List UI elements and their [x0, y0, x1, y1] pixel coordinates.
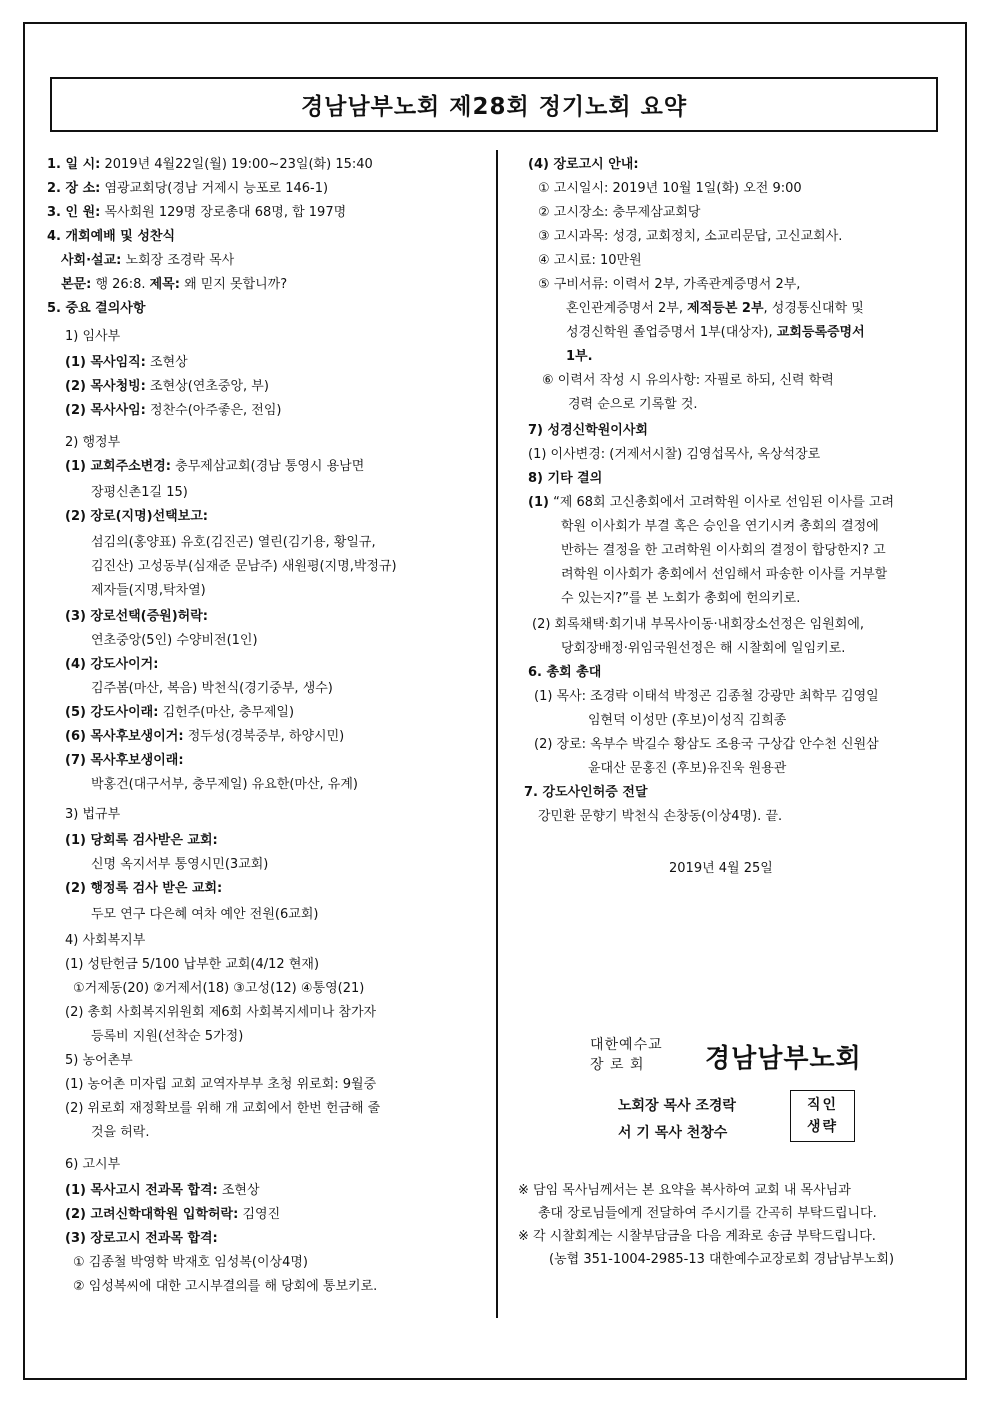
line-text: 6) 고시부 — [65, 1157, 121, 1172]
right-line — [566, 300, 864, 318]
right-line — [566, 324, 865, 342]
column-divider — [496, 150, 498, 1318]
line-label: (3) 장로고시 전과목 합격: — [65, 1231, 218, 1246]
line-text: 5) 농어촌부 — [65, 1053, 133, 1068]
line-text: 경력 순으로 기록할 것. — [568, 397, 698, 412]
line-text: 박홍건(대구서부, 충무제일) 유요한(마산, 유계) — [91, 777, 358, 792]
line-text: ⑥ 이력서 작성 시 유의사항: 자필로 하되, 신력 학력 — [542, 373, 834, 388]
line-text: 등록비 지원(선착순 5가정) — [91, 1029, 244, 1044]
line-label: (1) — [528, 495, 549, 510]
line-text: 두모 연구 다은혜 여차 예안 전원(6교회) — [91, 907, 319, 922]
line-label: (1) 교회주소변경: — [65, 459, 172, 474]
line-text: 김진산) 고성동부(심재준 문남주) 새원평(지명,박정규) — [91, 559, 397, 574]
line-label: (1) 목사고시 전과목 합격: — [65, 1183, 218, 1198]
line-text: ① 고시일시: 2019년 10월 1일(화) 오전 9:00 — [538, 181, 802, 196]
left-line — [65, 956, 319, 974]
left-line — [65, 752, 184, 770]
left-line — [91, 906, 318, 924]
org-name: 경남남부노회 — [705, 1044, 862, 1074]
line-label: (3) 장로선택(증원)허락: — [65, 609, 208, 624]
line-label: (1) 목사임직: — [65, 355, 146, 370]
line-text: 장평신촌1길 15) — [91, 485, 188, 500]
left-line — [47, 300, 145, 318]
right-line — [532, 616, 864, 634]
line-text: 김헌주(마산, 충무제일) — [158, 705, 295, 720]
line-label: (2) 목사사임: — [65, 403, 146, 418]
org-line-1: 대한예수교 — [590, 1037, 663, 1053]
line-text: ④ 고시료: 10만원 — [538, 253, 642, 268]
line-text: 윤대산 문홍진 (후보)유진욱 원용관 — [588, 761, 787, 776]
left-line — [65, 608, 208, 626]
right-line — [588, 712, 786, 730]
issue-date: 2019년 4월 25일 — [669, 861, 773, 876]
left-line — [65, 728, 344, 746]
line-label: (2) 목사청빙: — [65, 379, 146, 394]
left-line — [65, 458, 364, 476]
line-label: 2. 장 소: — [47, 181, 101, 196]
right-line — [538, 276, 800, 294]
line-text: ③ 고시과목: 성경, 교회정치, 소교리문답, 고신교회사. — [538, 229, 843, 244]
required-doc-bold-2: 교회등록증명서 — [776, 325, 865, 340]
line-text: 반하는 결정을 한 고려학원 이사회의 결정이 합당한지? 고 — [561, 543, 886, 558]
left-line — [73, 1254, 308, 1272]
right-line — [528, 664, 601, 682]
left-line — [65, 1206, 280, 1224]
line-text: 섬김의(홍양표) 유호(김진곤) 열린(김기용, 황일규, — [91, 535, 376, 550]
sermon-title: 왜 믿지 못합니까? — [179, 277, 288, 292]
right-line — [528, 494, 894, 512]
left-line — [91, 1124, 150, 1142]
line-text: (1) 농어촌 미자립 교회 교역자부부 초청 위로회: 9월중 — [65, 1077, 377, 1092]
left-line — [65, 806, 120, 824]
left-line — [65, 1100, 380, 1118]
left-line — [65, 378, 269, 396]
left-line — [65, 402, 281, 420]
line-text: 강민환 문향기 박천식 손창동(이상4명). 끝. — [538, 809, 783, 824]
right-line — [538, 180, 802, 198]
line-text: 충무제삼교회(경남 통영시 용남면 — [171, 459, 365, 474]
required-doc-bold-1: 제적등본 2부 — [687, 301, 764, 316]
seal-line-1: 직인 — [806, 1097, 839, 1113]
right-line — [528, 422, 648, 440]
line-label: 7. 강도사인허증 전달 — [524, 785, 648, 800]
left-line — [65, 328, 120, 346]
left-line — [47, 180, 328, 198]
left-line — [65, 1052, 133, 1070]
line-text: (2) 위로회 재정확보를 위해 개 교회에서 한번 헌금해 줄 — [65, 1101, 381, 1116]
line-text: 2019년 4월22일(월) 19:00~23일(화) 15:40 — [100, 157, 373, 172]
right-line — [561, 640, 845, 658]
right-line — [568, 396, 698, 414]
line-label: (2) 고려신학대학원 입학허락: — [65, 1207, 239, 1222]
note-1: ※ 담임 목사님께서는 본 요약을 복사하여 교회 내 목사님과 — [518, 1183, 851, 1198]
line-text: ① 김종철 박영학 박재호 임성복(이상4명) — [73, 1255, 308, 1270]
left-line — [65, 354, 188, 372]
right-line — [528, 446, 820, 464]
line-text: (1) 목사: 조경락 이태석 박정곤 김종철 강광만 최학무 김영일 — [534, 689, 879, 704]
line-label: 8) 기타 결의 — [528, 471, 603, 486]
line-text: 임현덕 이성만 (후보)이성직 김희종 — [588, 713, 787, 728]
line-label: (2) 장로(지명)선택보고: — [65, 509, 208, 524]
left-line — [65, 832, 218, 850]
right-line — [542, 372, 834, 390]
line-text: 2) 행정부 — [65, 435, 121, 450]
line-text: 목사회원 129명 장로총대 68명, 합 197명 — [100, 205, 347, 220]
left-line — [65, 1182, 260, 1200]
right-line — [534, 736, 879, 754]
left-line — [65, 932, 145, 950]
moderator: 노회장 목사 조경락 — [618, 1098, 736, 1114]
left-line — [65, 508, 208, 526]
clerk: 서 기 목사 천창수 — [618, 1125, 728, 1141]
line-text: 당회장배정·위임국원선정은 해 시찰회에 일임키로. — [561, 641, 846, 656]
left-line — [47, 228, 175, 246]
line-label: (5) 강도사이래: — [65, 705, 159, 720]
line-text: 조현상 — [145, 355, 188, 370]
line-label: (6) 목사후보생이거: — [65, 729, 184, 744]
left-line — [91, 558, 397, 576]
right-line — [528, 156, 639, 174]
right-line — [561, 518, 879, 536]
title-box — [50, 77, 938, 132]
right-line — [561, 590, 800, 608]
line-text: 조현상 — [217, 1183, 260, 1198]
left-line — [91, 856, 268, 874]
line-label: 본문: — [61, 277, 92, 292]
line-text: 수 있는지?”를 본 노회가 총회에 헌의키로. — [561, 591, 801, 606]
left-line — [65, 704, 294, 722]
line-text: 학원 이사회가 부결 혹은 승인을 연기시켜 총회의 결정에 — [561, 519, 879, 534]
seal-line-2: 생략 — [806, 1119, 839, 1135]
right-line — [524, 784, 648, 802]
right-line — [538, 204, 700, 222]
line-text: 제자들(지명,탁차열) — [91, 583, 206, 598]
right-line — [588, 760, 786, 778]
left-line — [65, 1230, 218, 1248]
line-text: 4) 사회복지부 — [65, 933, 146, 948]
left-line — [91, 534, 376, 552]
line-label: 3. 인 원: — [47, 205, 101, 220]
line-text: 려학원 이사회가 총회에서 선임해서 파송한 이사를 거부할 — [561, 567, 888, 582]
right-line — [538, 808, 782, 826]
line-text: (1) 이사변경: (거제서시찰) 김영섭목사, 옥상석장로 — [528, 447, 821, 462]
line-label: 6. 총회 총대 — [528, 665, 602, 680]
line-text: 행 26:8. — [91, 277, 150, 292]
line-text: ①거제동(20) ②거제서(18) ③고성(12) ④통영(21) — [73, 981, 365, 996]
line-text: 성경신학원 졸업증명서 1부(대상자), — [566, 325, 777, 340]
line-label: (4) 강도사이거: — [65, 657, 159, 672]
right-line — [534, 688, 879, 706]
line-text: (2) 총회 사회복지위원회 제6회 사회복지세미나 참가자 — [65, 1005, 377, 1020]
right-line — [561, 542, 886, 560]
left-line — [65, 656, 158, 674]
left-line — [73, 1278, 377, 1296]
line-text: ⑤ 구비서류: 이력서 2부, 가족관계증명서 2부, — [538, 277, 801, 292]
left-line — [65, 1156, 120, 1174]
sermon-title-label: 제목: — [149, 277, 180, 292]
left-line — [47, 156, 373, 174]
line-text: 연초중앙(5인) 수양비전(1인) — [91, 633, 258, 648]
left-line — [65, 880, 222, 898]
line-text: 김주봄(마산, 복음) 박천식(경기중부, 생수) — [91, 681, 333, 696]
left-line — [65, 1004, 376, 1022]
left-line — [65, 1076, 376, 1094]
org-line-2: 장 로 회 — [590, 1057, 645, 1073]
line-text: 정찬수(아주좋은, 전임) — [145, 403, 282, 418]
line-text: ② 임성복씨에 대한 고시부결의를 해 당회에 통보키로. — [73, 1279, 378, 1294]
right-line — [566, 348, 593, 366]
line-text: 신명 옥지서부 통영시민(3교회) — [91, 857, 269, 872]
line-label: (2) 행정록 검사 받은 교회: — [65, 881, 223, 896]
left-line — [91, 680, 333, 698]
line-label: (7) 목사후보생이래: — [65, 753, 184, 768]
line-text: (2) 장로: 옥부수 박길수 황삼도 조용국 구상갑 안수천 신원삼 — [534, 737, 879, 752]
left-line — [91, 484, 188, 502]
right-line — [538, 252, 642, 270]
line-text: 정두성(경북중부, 하양시민) — [183, 729, 345, 744]
line-text: ② 고시장소: 충무제삼교회당 — [538, 205, 701, 220]
line-text: 김영진 — [238, 1207, 281, 1222]
line-label: 4. 개회예배 및 성찬식 — [47, 229, 176, 244]
left-line — [47, 204, 346, 222]
line-label: 1. 일 시: — [47, 157, 101, 172]
line-text: 혼인관계증명서 2부, — [566, 301, 688, 316]
line-text: 조현상(연초중앙, 부) — [145, 379, 269, 394]
required-doc-tail-1: , 성경통신대학 및 — [763, 301, 864, 316]
note-2: 총대 장로님들에게 전달하여 주시기를 간곡히 부탁드립니다. — [538, 1206, 877, 1221]
left-line — [61, 276, 287, 294]
line-label: 7) 성경신학원이사회 — [528, 423, 648, 438]
line-text: 염광교회당(경남 거제시 능포로 146-1) — [100, 181, 329, 196]
line-label: 1부. — [566, 349, 593, 364]
left-line — [73, 980, 364, 998]
note-4: (농협 351-1004-2985-13 대한예수교장로회 경남남부노회) — [549, 1252, 895, 1267]
left-line — [61, 252, 234, 270]
line-text: 것을 허락. — [91, 1125, 150, 1140]
line-text: 노회장 조경락 목사 — [121, 253, 235, 268]
line-label: (1) 당회록 검사받은 교회: — [65, 833, 218, 848]
left-line — [91, 582, 206, 600]
line-text: 1) 임사부 — [65, 329, 121, 344]
left-line — [91, 1028, 243, 1046]
right-line — [528, 470, 602, 488]
seal-box — [790, 1090, 855, 1142]
line-label: 사회·설교: — [61, 253, 122, 268]
line-text: (2) 회록채택·회기내 부목사이동·내회장소선정은 임원회에, — [532, 617, 865, 632]
line-label: (4) 장로고시 안내: — [528, 157, 639, 172]
line-text: “제 68회 고신총회에서 고려학원 이사로 선임된 이사를 고려 — [548, 495, 895, 510]
line-text: 3) 법규부 — [65, 807, 121, 822]
left-line — [65, 434, 120, 452]
right-line — [561, 566, 887, 584]
org-affiliation — [590, 1035, 663, 1075]
left-line — [91, 632, 258, 650]
note-3: ※ 각 시찰회계는 시찰부담금을 다음 계좌로 송금 부탁드립니다. — [518, 1229, 876, 1244]
left-line — [91, 776, 358, 794]
line-text: (1) 성탄헌금 5/100 납부한 교회(4/12 현재) — [65, 957, 320, 972]
line-label: 5. 중요 결의사항 — [47, 301, 146, 316]
right-line — [538, 228, 842, 246]
page-title: 경남남부노회 제28회 정기노회 요약 — [300, 94, 688, 120]
